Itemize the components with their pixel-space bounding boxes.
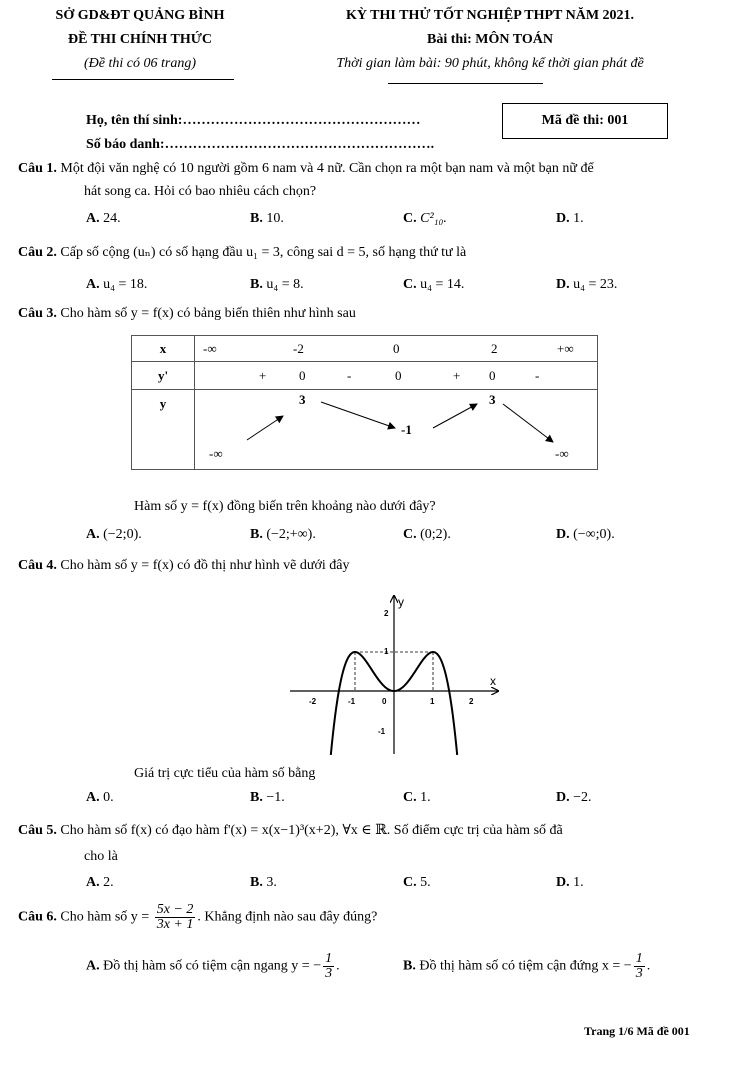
sign: 0 — [299, 368, 306, 383]
option-value: (−2;0). — [103, 527, 142, 542]
question-1-line2: hát song ca. Hỏi có bao nhiêu cách chọn? — [84, 184, 317, 199]
option-value: Đồ thị hàm số có tiệm cận ngang y = − — [103, 958, 322, 974]
option-value: u₄ = 8. — [266, 277, 304, 292]
q2-option-a — [86, 277, 147, 293]
q5-option-b — [250, 875, 277, 891]
question-1 — [18, 161, 594, 177]
question-text: Cho hàm số f(x) có đạo hàm f'(x) = x(x−1)³(x+2), ∀x ∈ ℝ. Số điểm cực trị của hàm số đã — [60, 823, 563, 838]
header-left-rule — [52, 79, 234, 80]
q4-option-d — [556, 790, 592, 806]
x-value: -2 — [293, 341, 304, 356]
fraction-numerator: 1 — [325, 951, 333, 966]
option-label: B. — [250, 277, 263, 292]
table-y-row — [195, 390, 598, 470]
header-official: ĐỀ THI CHÍNH THỨC — [67, 32, 213, 47]
arrow-up-2 — [433, 404, 477, 428]
option-label: D. — [556, 211, 570, 226]
fraction-denominator: 3 — [325, 966, 333, 981]
option-value: 0. — [103, 790, 114, 805]
student-id-field: Số báo danh:…………………………………………………. — [86, 137, 435, 152]
q1-option-c — [403, 211, 447, 227]
option-value: −1. — [266, 790, 285, 805]
question-2 — [18, 244, 466, 261]
option-value: u₄ = 18. — [103, 277, 148, 292]
q1-option-a — [86, 211, 121, 227]
q3-option-a — [86, 527, 142, 543]
question-label: Câu 6. — [18, 909, 57, 925]
arrow-up-1 — [247, 416, 283, 440]
option-value: 10. — [266, 211, 284, 226]
y-value: -∞ — [555, 446, 569, 461]
y-value: -1 — [401, 422, 412, 437]
sign: 0 — [489, 368, 496, 383]
tick-label: 1 — [430, 697, 435, 706]
table-x-row — [195, 336, 598, 362]
question-label: Câu 4. — [18, 558, 57, 573]
sign: 0 — [395, 368, 402, 383]
question-label: Câu 2. — [18, 245, 57, 260]
option-label: B. — [403, 958, 416, 974]
option-label: C. — [403, 527, 417, 542]
header-subject: Bài thi: MÔN TOÁN — [427, 32, 553, 47]
tick-label: 1 — [384, 647, 389, 656]
option-label: A. — [86, 790, 100, 805]
header-exam-title: KỲ THI THỬ TỐT NGHIỆP THPT NĂM 2021. — [345, 8, 635, 23]
header-right-rule — [388, 83, 543, 84]
tick-label: -1 — [378, 727, 386, 736]
x-value: 0 — [393, 341, 400, 356]
table-yp-row — [195, 362, 598, 390]
option-value: 1. — [573, 875, 584, 890]
option-label: C. — [403, 790, 417, 805]
option-value: 1. — [573, 211, 584, 226]
option-label: A. — [86, 958, 100, 974]
option-value: (−∞;0). — [573, 527, 615, 542]
tick-label: 2 — [469, 697, 474, 706]
option-value: Đồ thị hàm số có tiệm cận đứng x = − — [419, 958, 632, 974]
option-label: A. — [86, 875, 100, 890]
tick-label: -1 — [348, 697, 356, 706]
question-text: Cho hàm số y = — [60, 909, 150, 925]
exam-code-box: Mã đề thi: 001 — [502, 103, 668, 139]
option-value: (−2;+∞). — [266, 527, 316, 542]
fraction-denominator: 3x + 1 — [156, 917, 194, 932]
q4-option-a — [86, 790, 114, 806]
question-text-post: . Khẳng định nào sau đây đúng? — [197, 909, 378, 925]
q6-option-a: A. Đồ thị hàm số có tiệm cận ngang y = − $\frac{1}{3}$ . — [86, 951, 340, 981]
student-name-field: Họ, tên thí sinh:…………………………………………… — [86, 113, 421, 128]
tick-label: -2 — [309, 697, 317, 706]
y-value: 3 — [489, 392, 496, 407]
option-label: A. — [86, 211, 100, 226]
option-label: D. — [556, 277, 570, 292]
q3-option-b — [250, 527, 316, 543]
q5-option-c — [403, 875, 431, 891]
question-4 — [18, 558, 349, 574]
q2-option-d — [556, 277, 617, 293]
question-3 — [18, 306, 356, 322]
q3-option-c — [403, 527, 451, 543]
sign: - — [535, 368, 540, 383]
option-label: C. — [403, 211, 417, 226]
option-label: B. — [250, 211, 263, 226]
x-axis-label: x — [490, 674, 496, 688]
x-value: +∞ — [557, 341, 574, 356]
fraction — [155, 903, 196, 932]
y-value: 3 — [299, 392, 306, 407]
q5-option-d — [556, 875, 584, 891]
question-text: Cho hàm số y = f(x) có đồ thị như hình vẽ dưới đây — [60, 558, 350, 573]
function-graph — [288, 592, 502, 756]
sign: - — [347, 368, 352, 383]
option-label: C. — [403, 875, 417, 890]
q1-option-d — [556, 211, 584, 227]
question-text: Một đội văn nghệ có 10 người gồm 6 nam và 4 nữ. Cần chọn ra một bạn nam và một bạn nữ để — [60, 161, 594, 176]
q5-option-a — [86, 875, 114, 891]
q4-option-b — [250, 790, 285, 806]
arrow-down-1 — [321, 402, 395, 428]
q3-option-d — [556, 527, 615, 543]
question-label: Câu 1. — [18, 161, 57, 176]
sign: + — [453, 368, 461, 383]
header-time: Thời gian làm bài: 90 phút, không kể thời gian phát đề — [336, 56, 644, 71]
q2-option-c — [403, 277, 464, 293]
option-label: D. — [556, 790, 570, 805]
question-text: Cho hàm số y = f(x) có bảng biến thiên như hình sau — [60, 306, 356, 321]
arrow-down-2 — [503, 404, 553, 442]
fraction — [634, 952, 645, 981]
question-6 — [18, 903, 377, 932]
option-label: B. — [250, 875, 263, 890]
fraction-numerator: 1 — [635, 951, 643, 966]
question-5-line2: cho là — [84, 849, 118, 864]
option-value: 2. — [103, 875, 114, 890]
option-value: 3. — [266, 875, 277, 890]
fraction-denominator: 3 — [635, 966, 643, 981]
option-label: A. — [86, 527, 100, 542]
variation-table — [131, 335, 598, 470]
question-3-sub: Hàm số y = f(x) đồng biến trên khoảng nào dưới đây? — [134, 499, 436, 514]
y-axis-label: y — [398, 595, 404, 609]
table-x-header: x — [132, 336, 195, 362]
question-label: Câu 3. — [18, 306, 57, 321]
fraction-numerator: 5x − 2 — [156, 902, 194, 917]
question-text: Cấp số cộng (uₙ) có số hạng đầu u₁ = 3, công sai d = 5, số hạng thứ tư là — [60, 245, 467, 260]
y-value: -∞ — [209, 446, 223, 461]
x-value: -∞ — [203, 341, 217, 356]
option-value: (0;2). — [420, 527, 451, 542]
option-label: C. — [403, 277, 417, 292]
tick-label: 2 — [384, 609, 389, 618]
option-value: −2. — [573, 790, 592, 805]
option-label: A. — [86, 277, 100, 292]
q2-option-b — [250, 277, 304, 293]
variation-arrows — [195, 390, 595, 470]
question-5 — [18, 822, 563, 839]
option-label: D. — [556, 875, 570, 890]
option-value: 1. — [420, 790, 431, 805]
table-yp-header: y' — [132, 362, 195, 390]
q6-option-b: B. Đồ thị hàm số có tiệm cận đứng x = − $\frac{1}{3}$ . — [403, 951, 651, 981]
option-label: B. — [250, 527, 263, 542]
header-department: SỞ GD&ĐT QUẢNG BÌNH — [55, 8, 225, 23]
option-value: 5. — [420, 875, 431, 890]
option-label: D. — [556, 527, 570, 542]
fraction — [323, 952, 334, 981]
question-4-sub: Giá trị cực tiểu của hàm số bằng — [134, 766, 316, 781]
table-y-header: y — [132, 390, 195, 470]
q1-option-b — [250, 211, 284, 227]
q4-option-c — [403, 790, 431, 806]
tick-label: 0 — [382, 697, 387, 706]
x-value: 2 — [491, 341, 498, 356]
option-value: u₄ = 14. — [420, 277, 465, 292]
option-value: C²₁₀. — [420, 211, 447, 226]
option-label: B. — [250, 790, 263, 805]
header-pages: (Đề thi có 06 trang) — [84, 56, 196, 71]
option-value: 24. — [103, 211, 121, 226]
option-value: u₄ = 23. — [573, 277, 618, 292]
question-label: Câu 5. — [18, 823, 57, 838]
page-footer: Trang 1/6 Mã đề 001 — [584, 1024, 690, 1038]
sign: + — [259, 368, 267, 383]
